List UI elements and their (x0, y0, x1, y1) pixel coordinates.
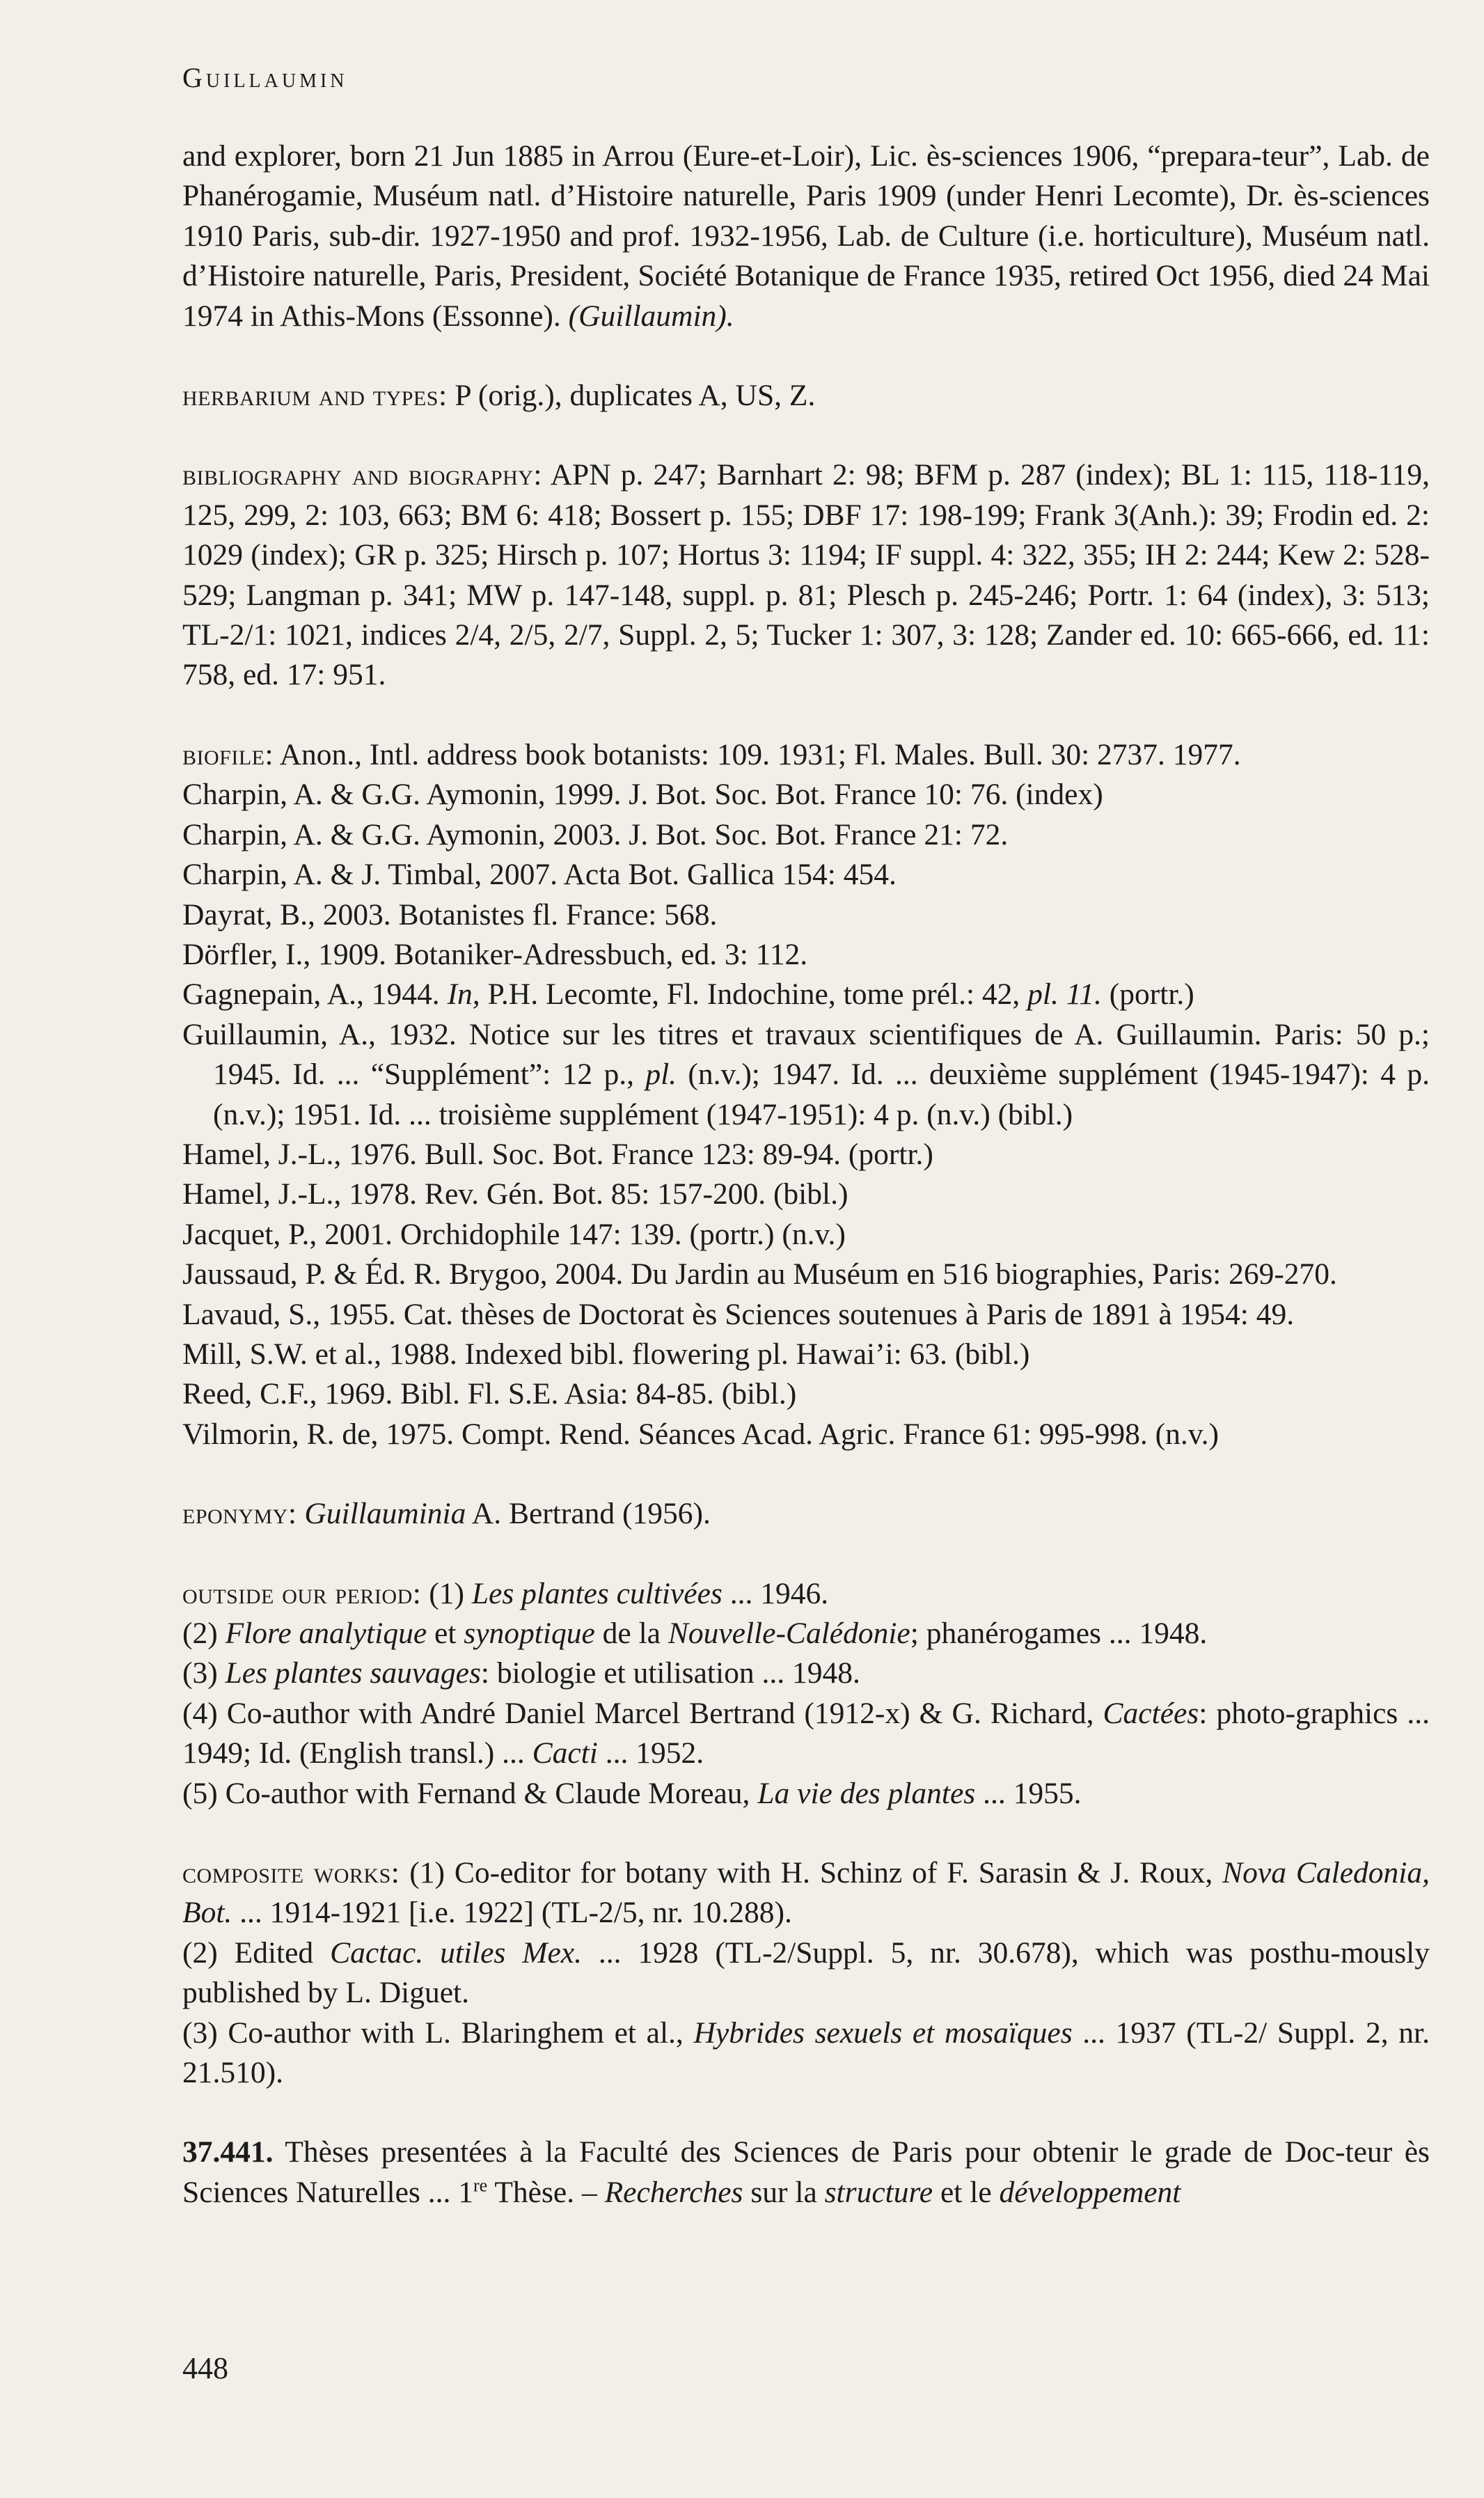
biofile-section (182, 735, 1430, 1454)
page-number: 448 (182, 2351, 228, 2385)
section-label: biofile: (182, 737, 274, 771)
composite-item: (2) Edited Cactac. utiles Mex. ... 1928 (TL-2/Suppl. 5, nr. 30.678), which was posthu-mously published by L. Diguet. (182, 1935, 1430, 2010)
biofile-entry: Gagnepain, A., 1944. In, P.H. Lecomte, Fl. Indochine, tome prél.: 42, pl. 11. (portr.) (182, 977, 1194, 1012)
bibliography-section (182, 455, 1430, 695)
genus-name: Guillauminia (304, 1497, 466, 1531)
section-label: bibliography and biography: (182, 458, 542, 492)
section-label: eponymy: (182, 1497, 297, 1531)
biofile-entry: Dayrat, B., 2003. Botanistes fl. France: 568. (182, 897, 718, 932)
outside-item: outside our period: (1) Les plantes cultivées ... 1946. (182, 1576, 829, 1610)
biofile-entry: Jacquet, P., 2001. Orchidophile 147: 139. (portr.) (n.v.) (182, 1217, 846, 1251)
section-label: outside our period: (182, 1576, 422, 1610)
outside-item: (5) Co-author with Fernand & Claude Moreau, La vie des plantes ... 1955. (182, 1776, 1082, 1810)
biofile-entry: Hamel, J.-L., 1976. Bull. Soc. Bot. France 123: 89-94. (portr.) (182, 1137, 933, 1171)
biofile-entry: Reed, C.F., 1969. Bibl. Fl. S.E. Asia: 84-85. (bibl.) (182, 1377, 797, 1411)
composite-item: (3) Co-author with L. Blaringhem et al., Hybrides sexuels et mosaïques ... 1937 (TL-2/ Suppl. 2, nr. 21.510). (182, 2016, 1430, 2090)
composite-item: composite works: (1) Co-editor for botany with H. Schinz of F. Sarasin & J. Roux, Nova Caledonia, Bot. ... 1914-1921 [i.e. 1922] (TL-2/5, nr. 10.288). (182, 1856, 1430, 1930)
outside-period-section (182, 1574, 1430, 1814)
biofile-entry: Jaussaud, P. & Éd. R. Brygoo, 2004. Du Jardin au Muséum en 516 biographies, Paris: 269-270. (182, 1257, 1337, 1291)
herbarium-text: P (orig.), duplicates A, US, Z. (455, 379, 816, 413)
biofile-entry: Mill, S.W. et al., 1988. Indexed bibl. flowering pl. Hawai’i: 63. (bibl.) (182, 1337, 1030, 1371)
biofile-entry: Guillaumin, A., 1932. Notice sur les titres et travaux scientifiques de A. Guillaumin. Paris: 50 p.; 1945. Id. ... “Supplément”: 12 p., pl. (n.v.); 1947. Id. ... deuxième supplément (1945-1947): 4 p. (n.v.); 1951. Id. ... troisième supplément (1947-1951): 4 p. (n.v.) (bibl.) (182, 1017, 1430, 1131)
author-abbreviation: (Guillaumin). (568, 299, 734, 333)
biography-paragraph (182, 136, 1430, 336)
eponymy-section: eponymy: Guillauminia A. Bertrand (1956). (182, 1497, 711, 1531)
outside-item: (3) Les plantes sauvages: biologie et utilisation ... 1948. (182, 1656, 860, 1690)
biofile-entry: Charpin, A. & G.G. Aymonin, 2003. J. Bot. Soc. Bot. France 21: 72. (182, 817, 1009, 851)
biofile-entry: biofile: Anon., Intl. address book botanists: 109. 1931; Fl. Males. Bull. 30: 2737. 1977. (182, 737, 1241, 771)
biofile-entry: Hamel, J.-L., 1978. Rev. Gén. Bot. 85: 157-200. (bibl.) (182, 1177, 848, 1211)
section-label: herbarium and types: (182, 379, 448, 413)
running-head: Guillaumin (182, 62, 348, 93)
page-body (182, 136, 1430, 2213)
biofile-entry: Dörfler, I., 1909. Botaniker-Adressbuch, ed. 3: 112. (182, 937, 808, 971)
composite-works-section (182, 1853, 1430, 2093)
biofile-entry: Charpin, A. & J. Timbal, 2007. Acta Bot. Gallica 154: 454. (182, 858, 897, 892)
entry-number: 37.441. (182, 2135, 274, 2169)
bibliography-text: APN p. 247; Barnhart 2: 98; BFM p. 287 (index); BL 1: 115, 118-119, 125, 299, 2: 103, 663; BM 6: 418; Bossert p. 155; DBF 17: 198-199; Frank 3(Anh.): 39; Frodin ed. 2: 1029 (index); GR p. 325; Hirsch p. 107; Hortus 3: 1194; IF suppl. 4: 322, 355; IH 2: 244; Kew 2: 528-529; Langman p. 341; MW p. 147-148, suppl. p. 81; Plesch p. 245-246; Portr. 1: 64 (index), 3: 513; TL-2/1: 1021, indices 2/4, 2/5, 2/7, Suppl. 2, 5; Tucker 1: 307, 3: 128; Zander ed. 10: 665-666, ed. 11: 758, ed. 17: 951. (182, 458, 1430, 692)
herbarium-section (182, 376, 1430, 416)
biofile-entry: Charpin, A. & G.G. Aymonin, 1999. J. Bot. Soc. Bot. France 10: 76. (index) (182, 778, 1103, 812)
biofile-entry: Lavaud, S., 1955. Cat. thèses de Doctorat ès Sciences soutenues à Paris de 1891 à 1954: 49. (182, 1297, 1295, 1331)
entry-37441: 37.441. Thèses presentées à la Faculté des Sciences de Paris pour obtenir le grade de Doc-teur ès Sciences Naturelles ... 1re Thèse. – Recherches sur la structure et le développement (182, 2135, 1430, 2209)
outside-item: (2) Flore analytique et synoptique de la Nouvelle-Calédonie; phanérogames ... 1948. (182, 1617, 1208, 1650)
biofile-entry: Vilmorin, R. de, 1975. Compt. Rend. Séances Acad. Agric. France 61: 995-998. (n.v.) (182, 1417, 1219, 1451)
biography-text: and explorer, born 21 Jun 1885 in Arrou (Eure-et-Loir), Lic. ès-sciences 1906, “prepara-teur”, Lab. de Phanérogamie, Muséum natl. d’Histoire naturelle, Paris 1909 (under Henri Lecomte), Dr. ès-sciences 1910 Paris, sub-dir. 1927-1950 and prof. 1932-1956, Lab. de Culture (i.e. horticulture), Muséum natl. d’Histoire naturelle, Paris, President, Société Botanique de France 1935, retired Oct 1956, died 24 Mai 1974 in Athis-Mons (Essonne). (182, 139, 1430, 333)
section-label: composite works: (182, 1856, 400, 1890)
outside-item: (4) Co-author with André Daniel Marcel Bertrand (1912-x) & G. Richard, Cactées: photo-graphics ... 1949; Id. (English transl.) ... Cacti ... 1952. (182, 1696, 1430, 1770)
